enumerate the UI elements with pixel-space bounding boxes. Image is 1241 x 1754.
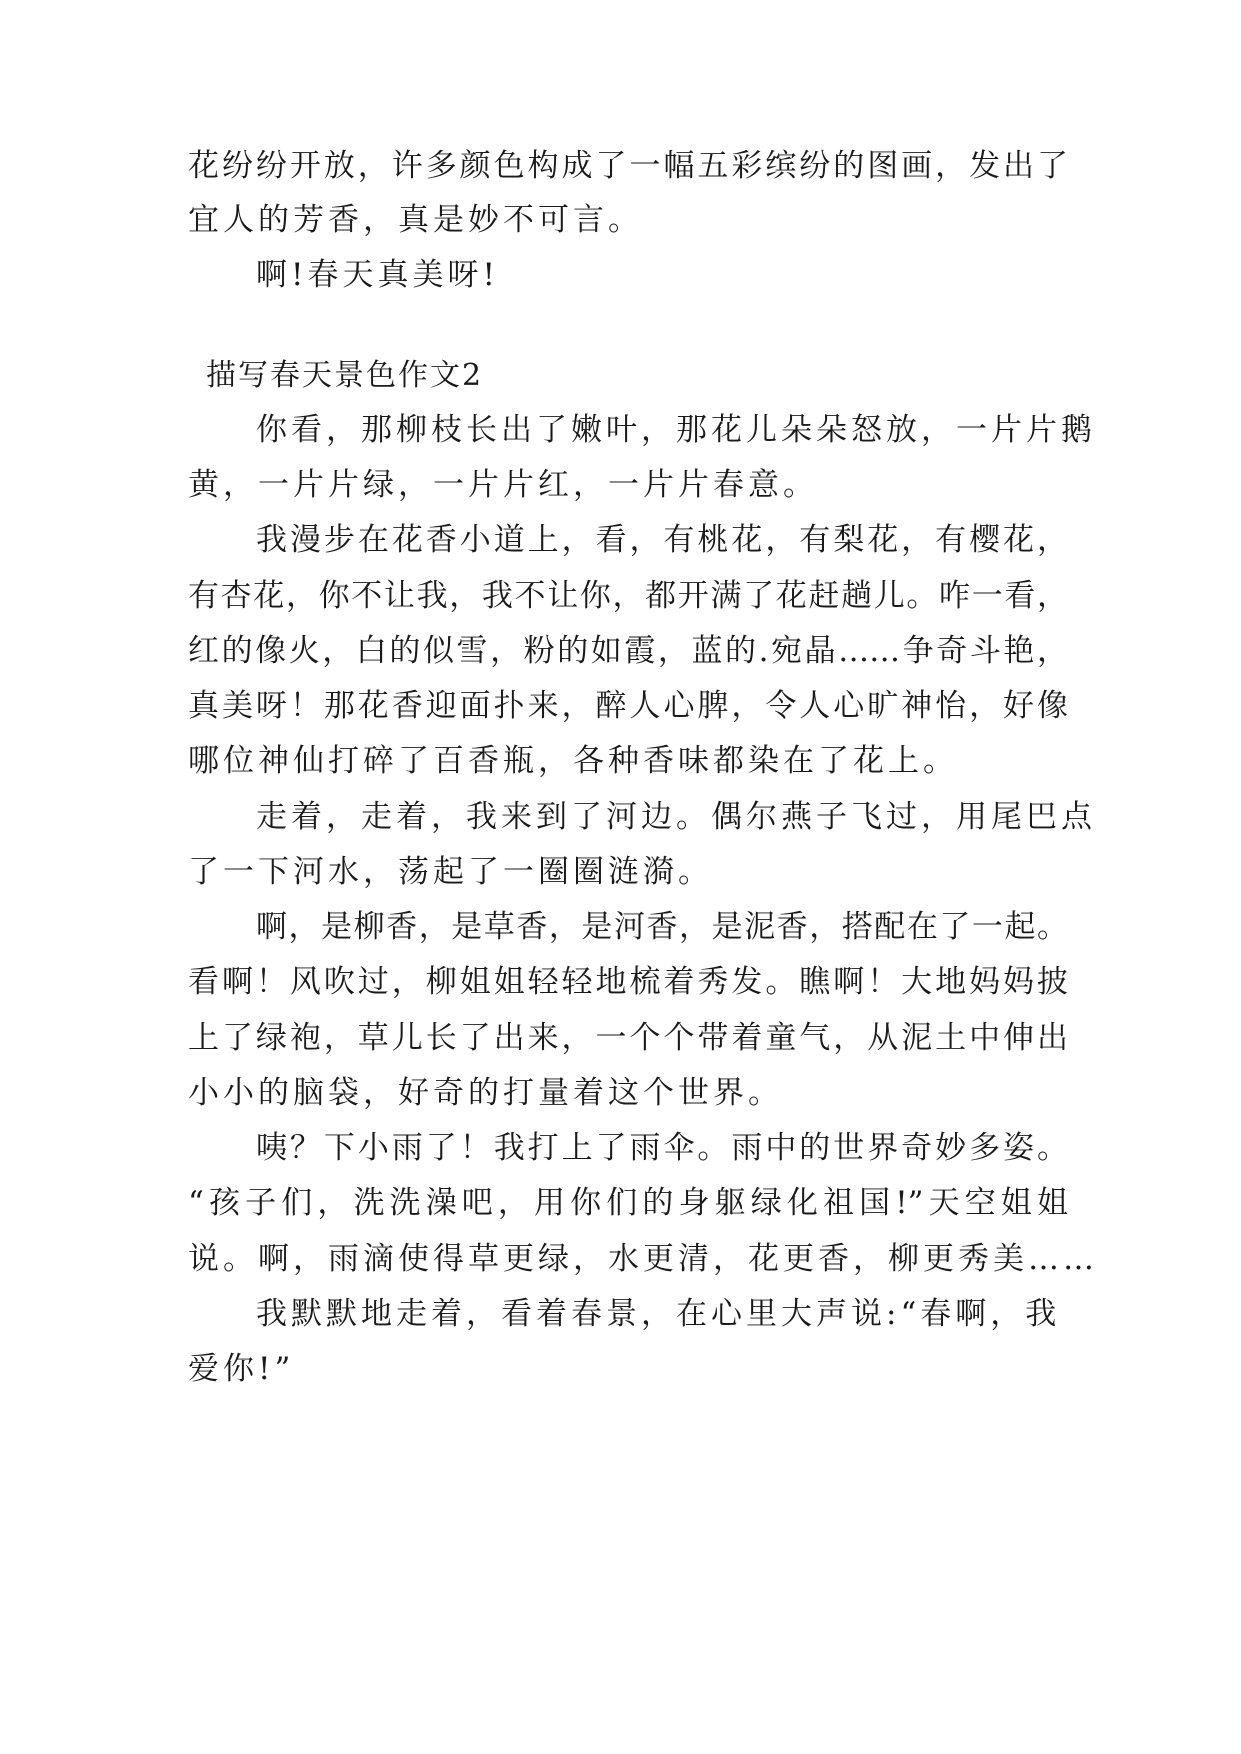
paragraph-line: 走着，走着，我来到了河边。偶尔燕子飞过，用尾巴点 — [256, 799, 1096, 835]
paragraph-line: 宜人的芳香，真是妙不可言。 — [188, 202, 643, 238]
paragraph-line: 你看，那柳枝长出了嫩叶，那花儿朵朵怒放，一片片鹅 — [256, 412, 1096, 448]
paragraph-line: 咦？下小雨了！我打上了雨伞。雨中的世界奇妙多姿。 — [256, 1130, 1068, 1166]
paragraph-line: 啊，是柳香，是草香，是河香，是泥香，搭配在了一起。 — [256, 909, 1068, 945]
paragraph-line: 红的像火，白的似雪，粉的如霞，蓝的.宛晶……争奇斗艳， — [188, 633, 1068, 669]
paragraph-line: “孩子们，洗洗澡吧，用你们的身躯绿化祖国!”天空姐姐 — [188, 1185, 1068, 1221]
paragraph-line: 哪位神仙打碎了百香瓶，各种香味都染在了花上。 — [188, 743, 958, 779]
paragraph-line: 上了绿袍，草儿长了出来，一个个带着童气，从泥土中伸出 — [188, 1020, 1068, 1056]
paragraph-line: 小小的脑袋，好奇的打量着这个世界。 — [188, 1075, 783, 1111]
essay-title: 描写春天景色作文2 — [206, 358, 484, 393]
paragraph-line: 说。啊，雨滴使得草更绿，水更清，花更香，柳更秀美…… — [188, 1241, 1098, 1277]
paragraph-line: 了一下河水，荡起了一圈圈涟漪。 — [188, 854, 713, 890]
paragraph-line: 真美呀！那花香迎面扑来，醉人心脾，令人心旷神怡，好像 — [188, 688, 1068, 724]
paragraph-line: 黄，一片片绿，一片片红，一片片春意。 — [188, 467, 818, 503]
paragraph-line: 有杏花，你不让我，我不让你，都开满了花赶趟儿。咋一看， — [188, 578, 1068, 614]
paragraph-line: 啊!春天真美呀! — [256, 257, 499, 293]
paragraph-line: 我默默地走着，看着春景，在心里大声说:“春啊，我 — [256, 1296, 1061, 1332]
paragraph-line: 爱你!” — [188, 1351, 295, 1387]
paragraph-line: 我漫步在花香小道上，看，有桃花，有梨花，有樱花， — [256, 522, 1068, 558]
paragraph-line: 花纷纷开放，许多颜色构成了一幅五彩缤纷的图画，发出了 — [188, 148, 1068, 184]
paragraph-line: 看啊！风吹过，柳姐姐轻轻地梳着秀发。瞧啊！大地妈妈披 — [188, 964, 1068, 1000]
